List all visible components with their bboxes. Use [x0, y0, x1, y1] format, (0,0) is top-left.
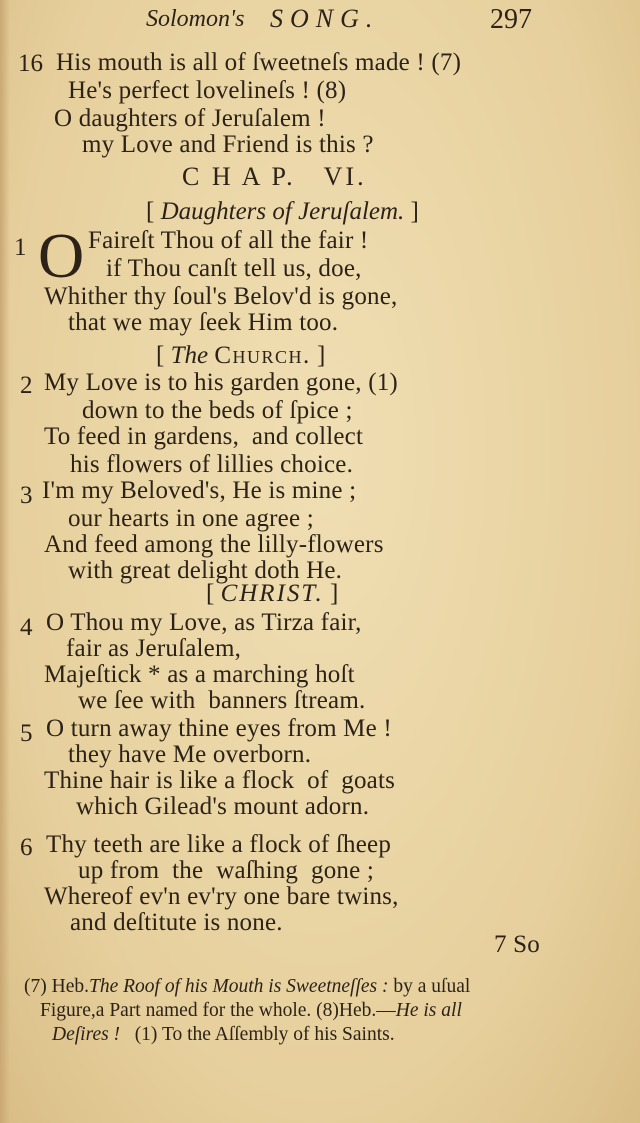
verse-line: He's perfect lovelineſs ! (8) — [68, 77, 347, 104]
verse-line: Faireſt Thou of all the fair ! — [88, 227, 369, 254]
verse-line: our hearts in one agree ; — [68, 505, 314, 532]
bracket-open: [ — [206, 580, 221, 607]
verse-line: I'm my Beloved's, He is mine ; — [42, 477, 357, 504]
footnote-italic: He is all — [395, 1000, 462, 1021]
footnote-italic: Deſires ! — [52, 1024, 121, 1045]
speaker-name: Church. — [214, 342, 311, 369]
speaker-heading-church — [156, 342, 325, 370]
verse-line: Thine hair is like a flock of goats — [44, 767, 396, 794]
speaker-heading-daughters — [146, 198, 419, 226]
verse-line: his flowers of lillies choice. — [70, 451, 354, 478]
footnote-mark-8: (8)Heb.— — [316, 1000, 396, 1021]
verse-line: Whither thy ſoul's Belov'd is gone, — [44, 283, 398, 310]
running-header-title: SONG. — [270, 4, 380, 33]
verse-line: which Gilead's mount adorn. — [76, 793, 370, 820]
verse-line: fair as Jeruſalem, — [66, 635, 242, 662]
running-header-book: Solomon's — [146, 6, 245, 32]
footnote-mark-1: (1) To the Aſſembly of his Saints. — [134, 1024, 395, 1045]
verse-number-2: 2 — [20, 372, 33, 399]
verse-line: Whereof ev'n ev'ry one bare twins, — [44, 883, 399, 910]
footnote-line-1 — [24, 974, 470, 1000]
footnote-italic: The Roof of his Mouth is Sweetneſſes : — [89, 976, 389, 997]
verse-line: that we may ſeek Him too. — [68, 309, 339, 336]
verse-number-16: 16 — [18, 50, 43, 77]
page-number: 297 — [490, 4, 532, 35]
chapter-heading: C H A P. VI. — [182, 162, 367, 191]
verse-line: my Love and Friend is this ? — [82, 131, 374, 158]
verse-number-4: 4 — [20, 614, 33, 641]
speaker-article: The — [170, 342, 209, 369]
verse-line: Thy teeth are like a flock of ſheep — [46, 831, 392, 858]
footnote-line-2 — [40, 998, 462, 1024]
verse-line: we ſee with banners ſtream. — [78, 687, 366, 714]
verse-line: And feed among the lilly-flowers — [44, 531, 384, 558]
verse-line: Majeſtick * as a marching hoſt — [44, 661, 355, 688]
verse-line: and deſtitute is none. — [70, 909, 283, 936]
page-gutter-shadow — [0, 0, 10, 1123]
bracket-close: ] — [404, 198, 419, 225]
footnote-line-3 — [52, 1022, 395, 1048]
catchword: 7 So — [494, 931, 540, 958]
drop-cap-letter: O — [38, 220, 85, 291]
verse-line: up from the waſhing gone ; — [78, 857, 375, 884]
speaker-name: CHRIST. — [220, 580, 324, 607]
verse-line: O Thou my Love, as Tirza fair, — [46, 609, 362, 636]
speaker-name: Daughters of Jeruſalem. — [160, 198, 405, 225]
verse-line: down to the beds of ſpice ; — [82, 397, 353, 424]
verse-number-5: 5 — [20, 720, 33, 747]
footnote-heb: Heb. — [51, 976, 89, 997]
bracket-close: ] — [323, 580, 339, 607]
verse-line: To feed in gardens, and collect — [44, 423, 364, 450]
verse-line: O turn away thine eyes from Me ! — [46, 715, 392, 742]
verse-number-3: 3 — [20, 482, 33, 509]
verse-line: His mouth is all of ſweetneſs made ! (7) — [56, 49, 462, 76]
bracket-close: ] — [310, 342, 326, 369]
speaker-heading-christ — [206, 580, 338, 608]
footnote-mark-7: (7) — [24, 976, 47, 997]
bracket-open: [ — [156, 342, 171, 369]
footnote-text: Figure,a Part named for the whole. — [40, 1000, 312, 1021]
verse-line: they have Me overborn. — [68, 741, 312, 768]
verse-number-6: 6 — [20, 834, 33, 861]
verse-line: with great delight doth He. — [68, 557, 343, 584]
verse-number-1: 1 — [14, 234, 27, 261]
verse-line: My Love is to his garden gone, (1) — [44, 369, 398, 396]
verse-line: O daughters of Jeruſalem ! — [54, 105, 326, 132]
bracket-open: [ — [146, 198, 161, 225]
verse-line: if Thou canſt tell us, doe, — [106, 255, 362, 282]
footnote-text: by a uſual — [393, 976, 471, 997]
